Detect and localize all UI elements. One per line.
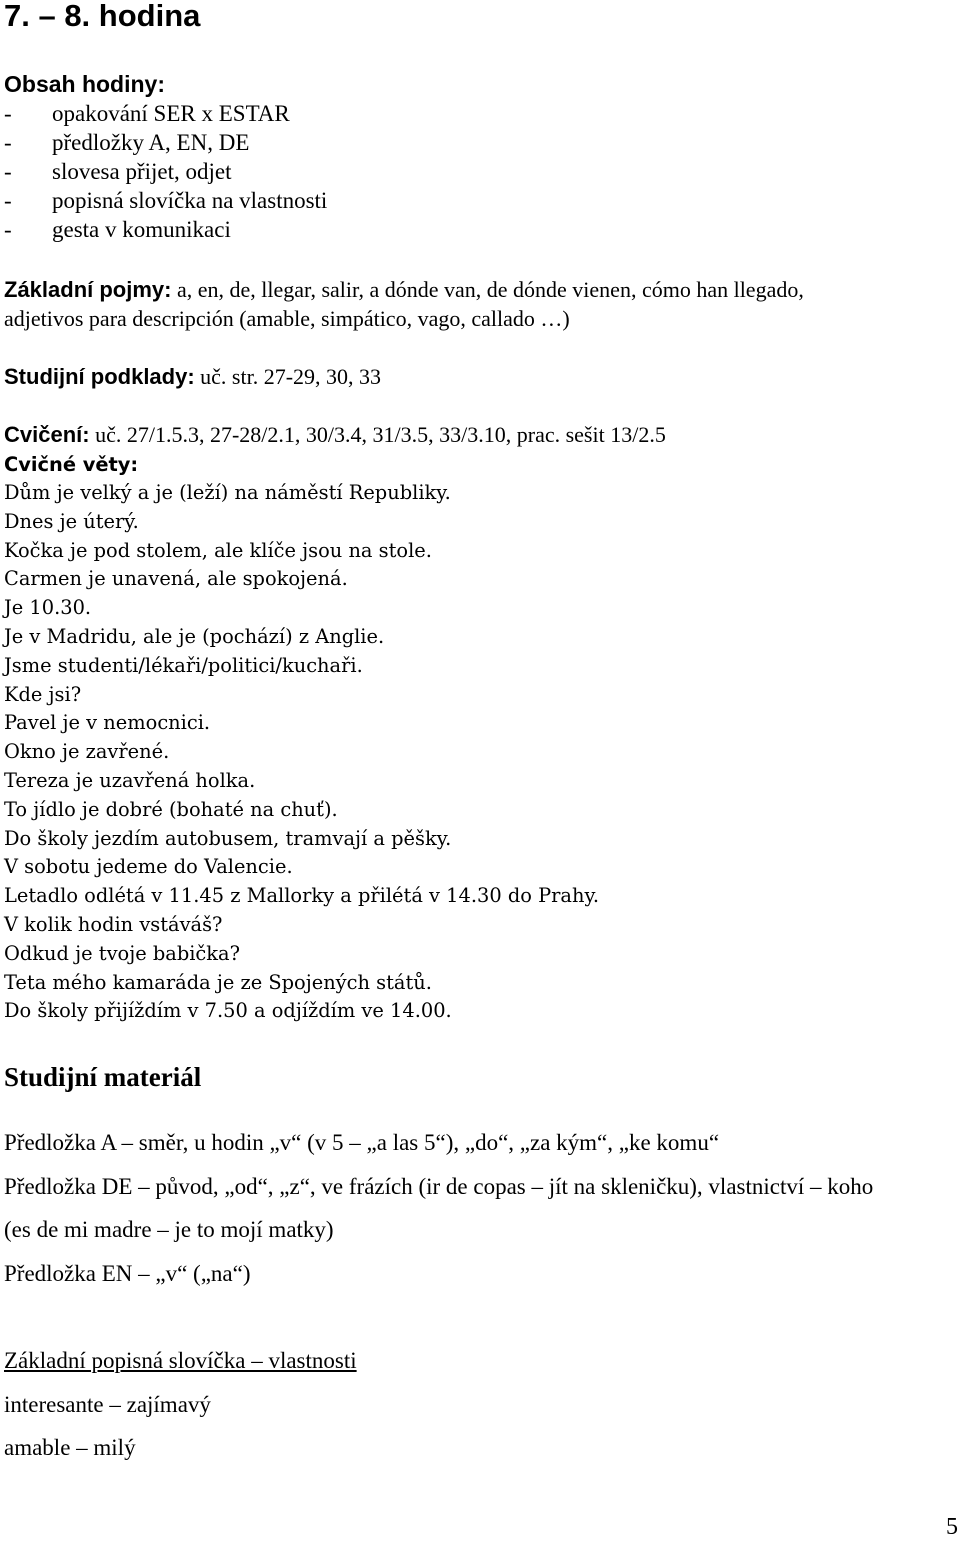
obsah-item: - popisná slovíčka na vlastnosti xyxy=(4,188,328,213)
cviceni-value: uč. 27/1.5.3, 27-28/2.1, 30/3.4, 31/3.5, 33/3.10, prac. sešit 13/2.5 xyxy=(89,422,666,447)
obsah-item: - gesta v komunikaci xyxy=(4,217,231,242)
sentence: Okno je zavřené. xyxy=(4,740,170,764)
pojmy-line1: a, en, de, llegar, salir, a dónde van, de dónde vienen, cómo han llegado, xyxy=(171,277,804,302)
predlozka-en: Předložka EN – „v“ („na“) xyxy=(4,1261,251,1286)
obsah-item: - předložky A, EN, DE xyxy=(4,130,250,155)
vocab-title: Základní popisná slovíčka – vlastnosti xyxy=(4,1348,357,1373)
sentence: To jídlo je dobré (bohaté na chuť). xyxy=(4,797,338,821)
sentence: Jsme studenti/lékaři/politici/kuchaři. xyxy=(4,653,363,677)
sentence: Pavel je v nemocnici. xyxy=(4,711,211,735)
material-title: Studijní materiál xyxy=(4,1062,202,1092)
pojmy-section xyxy=(4,275,804,333)
sentence: Dům je velký a je (leží) na náměstí Republiky. xyxy=(4,481,451,504)
sentence: Kde jsi? xyxy=(4,682,82,706)
sentence: Do školy přijíždím v 7.50 a odjíždím ve 14.00. xyxy=(4,999,452,1023)
podklady-section xyxy=(4,362,381,391)
sentence: Teta mého kamaráda je ze Spojených států. xyxy=(4,970,432,994)
vety-heading xyxy=(4,450,138,479)
page-number: 5 xyxy=(946,1514,958,1540)
sentence: Tereza je uzavřená holka. xyxy=(4,768,256,792)
podklady-label: Studijní podklady: xyxy=(4,364,195,389)
sentence: V sobotu jedeme do Valencie. xyxy=(4,855,293,879)
vocab-item: interesante – zajímavý xyxy=(4,1392,211,1417)
sentence: Letadlo odlétá v 11.45 z Mallorky a přilétá v 14.30 do Prahy. xyxy=(4,884,599,908)
vety-label: Cvičné věty: xyxy=(4,453,139,476)
predlozka-de-line1: Předložka DE – původ, „od“, „z“, ve frázích (ir de copas – jít na skleničku), vlastnictví – koho xyxy=(4,1174,874,1199)
sentence: Je v Madridu, ale je (pochází) z Anglie. xyxy=(4,624,385,648)
obsah-label: Obsah hodiny: xyxy=(4,71,165,97)
sentence: V kolik hodin vstáváš? xyxy=(4,912,223,936)
podklady-value: uč. str. 27-29, 30, 33 xyxy=(194,364,382,389)
obsah-section xyxy=(4,70,327,244)
pojmy-line2: adjetivos para descripción (amable, simpático, vago, callado …) xyxy=(4,306,570,331)
sentence: Odkud je tvoje babička? xyxy=(4,941,241,965)
sentence: Kočka je pod stolem, ale klíče jsou na stole. xyxy=(4,538,432,562)
pojmy-label: Základní pojmy: xyxy=(4,277,172,302)
cviceni-label: Cvičení: xyxy=(4,422,90,447)
sentence: Dnes je úterý. xyxy=(4,509,139,533)
page-title: 7. – 8. hodina xyxy=(4,0,201,33)
obsah-item: - opakování SER x ESTAR xyxy=(4,101,290,126)
obsah-item: - slovesa přijet, odjet xyxy=(4,159,232,184)
sentence: Carmen je unavená, ale spokojená. xyxy=(4,567,348,591)
sentence: Do školy jezdím autobusem, tramvají a pěšky. xyxy=(4,826,452,850)
cviceni-section xyxy=(4,420,666,449)
predlozka-de-line2: (es de mi madre – je to mojí matky) xyxy=(4,1217,334,1242)
predlozka-a: Předložka A – směr, u hodin „v“ (v 5 – „a las 5“), „do“, „za kým“, „ke komu“ xyxy=(4,1130,720,1155)
vocab-item: amable – milý xyxy=(4,1435,136,1460)
vety-list xyxy=(4,479,599,1026)
sentence: Je 10.30. xyxy=(4,596,92,620)
